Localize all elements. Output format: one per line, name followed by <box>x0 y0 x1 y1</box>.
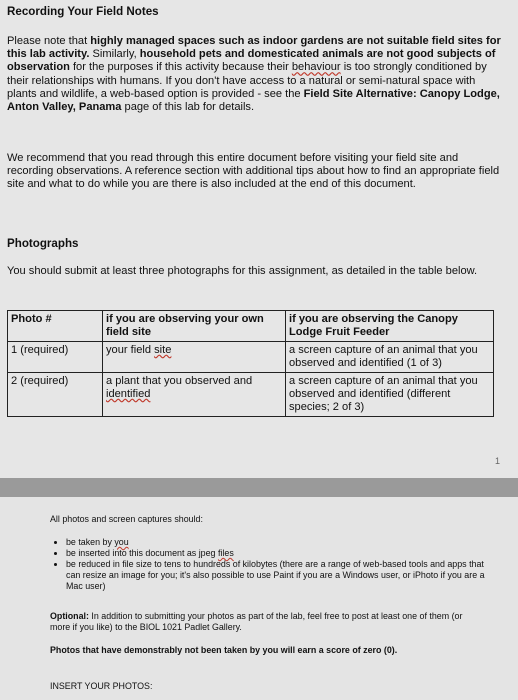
table-cell: a screen capture of an animal that you observed and identified (different species; 2 of 3) <box>286 373 494 417</box>
table-header-row <box>8 311 494 342</box>
paragraph-optional: Optional: In addition to submitting your photos as part of the lab, feel free to post at least one of them (or more if you like) to the BIOL 1021 Padlet Gallery. <box>50 611 463 632</box>
table-cell: a plant that you observed and identified <box>103 373 286 417</box>
page-gap <box>0 478 518 497</box>
table-cell: 2 (required) <box>8 373 103 417</box>
spellcheck-word: site <box>154 344 172 356</box>
section-heading-photographs: Photographs <box>7 237 79 250</box>
list-item: • be taken by you <box>66 537 496 548</box>
table-cell: your field site <box>103 342 286 373</box>
spellcheck-word: files <box>217 548 234 558</box>
spellcheck-word: behaviour <box>291 61 341 74</box>
spellcheck-word: you <box>114 537 129 547</box>
header-own-field-site: if you are observing your own field site <box>103 311 286 342</box>
table-cell: a screen capture of an animal that you observed and identified (1 of 3) <box>286 342 494 373</box>
insert-photos-label: INSERT YOUR PHOTOS: <box>50 681 153 691</box>
paragraph-photo-rules: All photos and screen captures should: <box>50 514 203 524</box>
header-photo-number: Photo # <box>8 311 103 342</box>
photo-rules-list <box>50 537 496 592</box>
photo-table <box>7 310 494 417</box>
list-item: • be inserted into this document as jpeg files <box>66 548 496 559</box>
table-cell: 1 (required) <box>8 342 103 373</box>
table-row <box>8 342 494 373</box>
paragraph-field-site-note: Please note that highly managed spaces such as indoor gardens are not suitable field sites for this lab activity. Similarly, household pets and domesticated animals are not good subjects of observation for the purposes if this activity because their behaviour is too strongly conditioned by their relationships with humans. If you don't have access to a natural or semi-natural space with plants and wildlife, a web-based option is provided - see the Field Site Alternative: Canopy Lodge, Anton Valley, Panama page of this lab for details. <box>7 35 501 114</box>
spellcheck-word: identified <box>106 388 151 400</box>
page-number: 1 <box>494 456 500 466</box>
paragraph-recommendation: We recommend that you read through this entire document before visiting your field site and recording observations. A reference section with additional tips about how to find an appropriate field site and what to do while you are there is also included at the end of this document. <box>7 152 500 191</box>
table-row <box>8 373 494 417</box>
section-heading-field-notes: Recording Your Field Notes <box>7 5 159 18</box>
list-item: • be reduced in file size to tens to hundreds of kilobytes (there are a range of web-based tools and apps that can resize an image for you; it's also possible to use Paint if you are a Windows user, or iPhoto if you are a Mac user) <box>66 559 496 592</box>
document-page-2 <box>0 497 518 700</box>
paragraph-photo-requirement: You should submit at least three photographs for this assignment, as detailed in the table below. <box>7 265 478 277</box>
paragraph-warning: Photos that have demonstrably not been taken by you will earn a score of zero (0). <box>50 645 398 655</box>
header-canopy-lodge: if you are observing the Canopy Lodge Fruit Feeder <box>286 311 494 342</box>
